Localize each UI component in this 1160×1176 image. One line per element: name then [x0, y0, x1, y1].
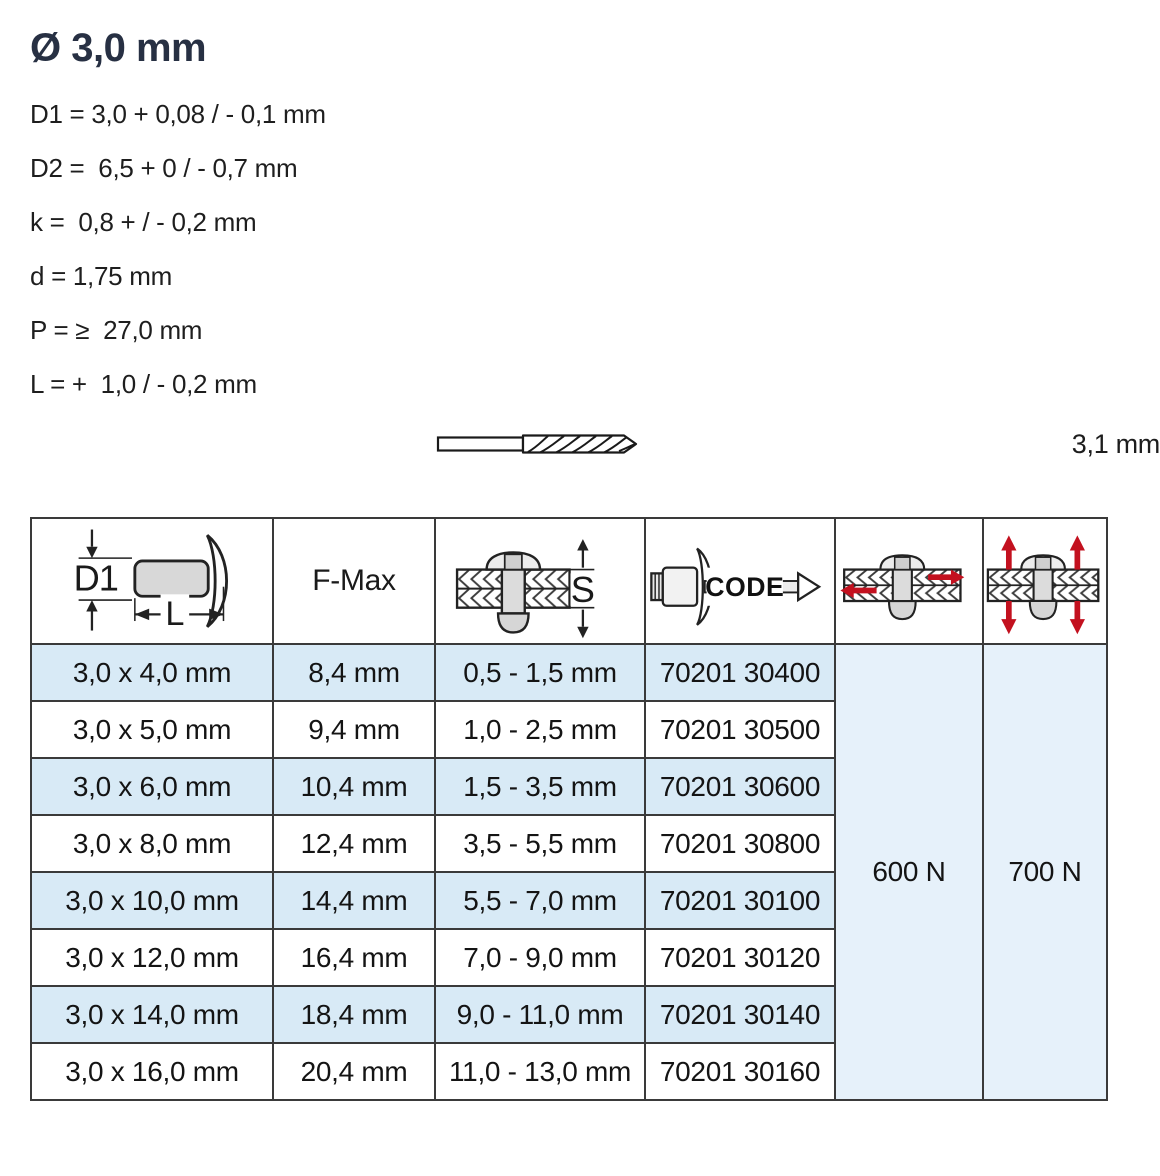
- grip-s-label: S: [570, 568, 595, 610]
- shear-strength-value: 600 N: [835, 644, 983, 1100]
- grip-cell: 1,5 - 3,5 mm: [435, 758, 645, 815]
- grip-cell: 7,0 - 9,0 mm: [435, 929, 645, 986]
- fmax-cell: 8,4 mm: [273, 644, 435, 701]
- size-cell: 3,0 x 16,0 mm: [31, 1043, 273, 1100]
- code-cell: 70201 30500: [645, 701, 835, 758]
- grip-cell: 5,5 - 7,0 mm: [435, 872, 645, 929]
- grip-cell: 0,5 - 1,5 mm: [435, 644, 645, 701]
- size-cell: 3,0 x 14,0 mm: [31, 986, 273, 1043]
- drill-diameter-label: 3,1 mm: [1071, 428, 1160, 459]
- rivet-spec-table: [30, 517, 1108, 1101]
- page-title: Ø 3,0 mm: [30, 26, 207, 70]
- spec-line-l: L = + 1,0 / - 0,2 mm: [30, 369, 257, 399]
- code-cell: 70201 30400: [645, 644, 835, 701]
- header-code-cell: [645, 518, 835, 644]
- size-cell: 3,0 x 5,0 mm: [31, 701, 273, 758]
- code-cell: 70201 30600: [645, 758, 835, 815]
- size-cell: 3,0 x 4,0 mm: [31, 644, 273, 701]
- drill-size-row: [30, 427, 1160, 461]
- code-label: CODE: [705, 572, 785, 603]
- size-cell: 3,0 x 12,0 mm: [31, 929, 273, 986]
- fmax-cell: 16,4 mm: [273, 929, 435, 986]
- spec-line-k: k = 0,8 + / - 0,2 mm: [30, 207, 257, 237]
- fmax-cell: 12,4 mm: [273, 815, 435, 872]
- fmax-cell: 14,4 mm: [273, 872, 435, 929]
- grip-cell: 1,0 - 2,5 mm: [435, 701, 645, 758]
- header-fmax-cell: [273, 518, 435, 644]
- table-header-row: [31, 518, 1107, 644]
- size-cell: 3,0 x 10,0 mm: [31, 872, 273, 929]
- fmax-cell: 9,4 mm: [273, 701, 435, 758]
- drill-bit-icon: [436, 429, 641, 459]
- grip-cell: 9,0 - 11,0 mm: [435, 986, 645, 1043]
- tensile-strength-icon: [986, 520, 1104, 642]
- code-cell: 70201 30140: [645, 986, 835, 1043]
- header-dimensions-cell: [31, 518, 273, 644]
- table-row: [31, 644, 1107, 701]
- rivet-code-icon: [647, 520, 833, 642]
- grip-cell: 11,0 - 13,0 mm: [435, 1043, 645, 1100]
- dim-l-label: L: [165, 594, 185, 633]
- code-cell: 70201 30100: [645, 872, 835, 929]
- header-grip-cell: [435, 518, 645, 644]
- code-cell: 70201 30160: [645, 1043, 835, 1100]
- dim-d1-label: D1: [73, 557, 118, 599]
- fmax-cell: 20,4 mm: [273, 1043, 435, 1100]
- spec-list: [30, 87, 1160, 411]
- rivet-dimensions-icon: [35, 520, 269, 642]
- code-cell: 70201 30120: [645, 929, 835, 986]
- fmax-cell: 10,4 mm: [273, 758, 435, 815]
- fmax-cell: 18,4 mm: [273, 986, 435, 1043]
- code-cell: 70201 30800: [645, 815, 835, 872]
- spec-line-d2: D2 = 6,5 + 0 / - 0,7 mm: [30, 153, 298, 183]
- size-cell: 3,0 x 8,0 mm: [31, 815, 273, 872]
- header-shear-cell: [835, 518, 983, 644]
- size-cell: 3,0 x 6,0 mm: [31, 758, 273, 815]
- grip-range-icon: [438, 520, 642, 642]
- spec-line-d1: D1 = 3,0 + 0,08 / - 0,1 mm: [30, 99, 326, 129]
- tensile-strength-value: 700 N: [983, 644, 1107, 1100]
- spec-line-d: d = 1,75 mm: [30, 261, 172, 291]
- grip-cell: 3,5 - 5,5 mm: [435, 815, 645, 872]
- shear-strength-icon: [838, 520, 980, 642]
- fmax-label: F-Max: [312, 564, 396, 597]
- spec-line-p: P = ≥ 27,0 mm: [30, 315, 203, 345]
- header-tensile-cell: [983, 518, 1107, 644]
